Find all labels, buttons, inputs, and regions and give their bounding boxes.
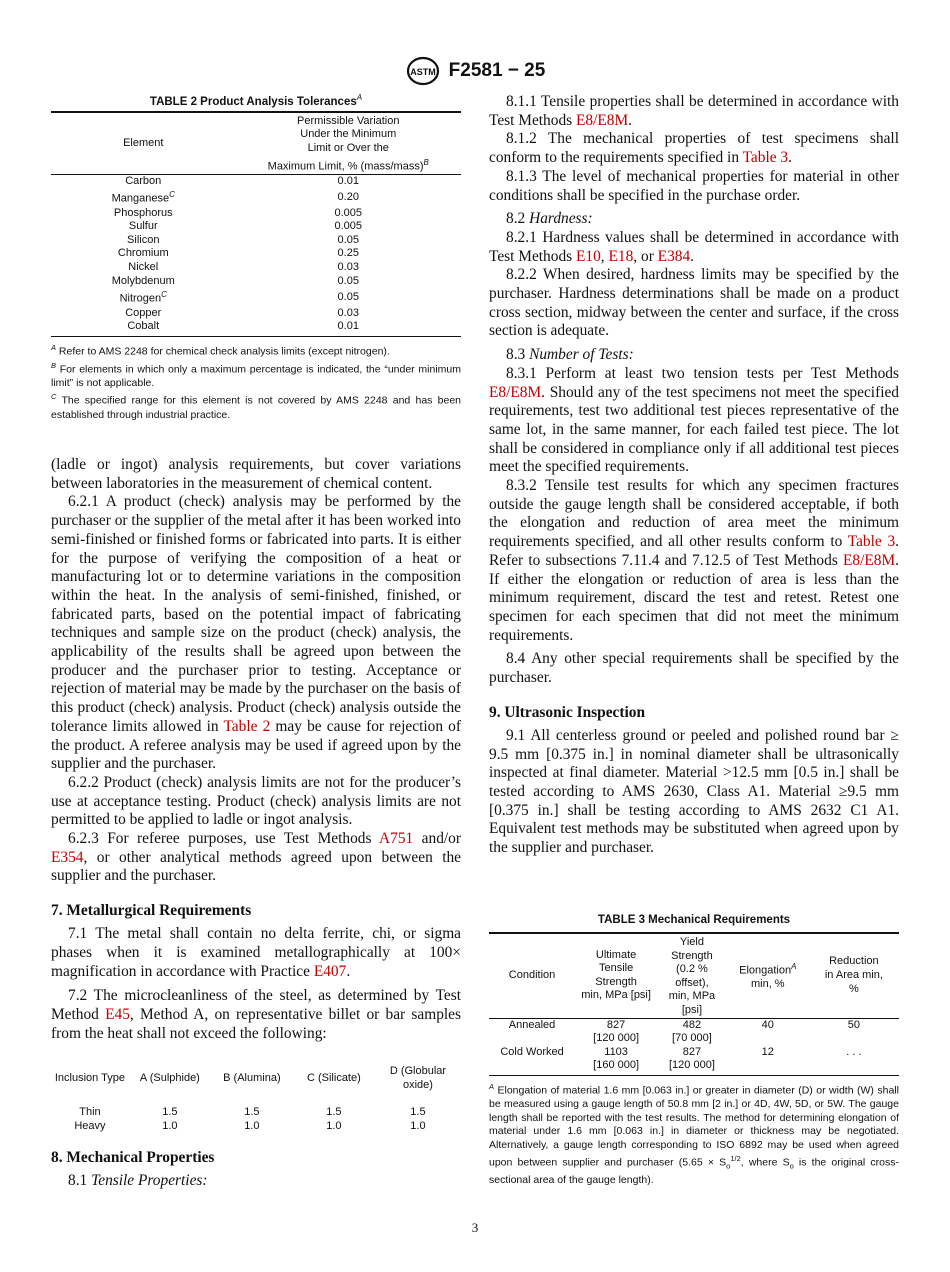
table-3-header-ys: Yield Strength (0.2 % offset), min, MPa [psi] bbox=[657, 933, 727, 1018]
paragraph-8-3-2: 8.3.2 Tensile test results for which any specimen fractures outside the gauge length shall be considered acceptable, if both the elongation and reduction of area meet the minimum requirements specified, and all other results conform to Table 3. Refer to subsections 7.11.4 and 7.12.5 of Test Methods E8/E8M. If either the elongation or reduction of area is less than the minimum requirement, discard the test and retest. Retest one specimen for each specimen that did not meet the minimum requirements. bbox=[489, 477, 900, 644]
link-e8-e8m[interactable]: E8/E8M bbox=[842, 551, 896, 569]
paragraph-6-2-1: 6.2.1 A product (check) analysis may be performed by the purchaser or the supplier of the metal after it has been worked into semi-finished or finished forms or fabricated into parts. It is either for the purpose of verifying the composition of a heat or manufacturing lot or to determine variations in the composition within the heat. In the analysis of semi-finished, finished, or fabricated parts, based on the potential impact of fabricating techniques and sample size on the product (check) analysis, the applicability of the results shall be agreed upon between the producer and the purchaser prior to testing. Acceptance or rejection of material may be made by the purchaser on the basis of this product (check) analysis. Product (check) analysis outside the tolerance limits allowed in Table 2 may be cause for rejection of the product. A referee analysis may be used if agreed upon by the supplier and the purchaser. bbox=[51, 493, 461, 773]
table-3-block bbox=[489, 914, 899, 1187]
table-row: Annealed 827 [120 000] 482 [70 000] 40 50 bbox=[508, 1018, 861, 1045]
table-2-footnote-c: $^C$ The specified range for this element is not covered by AMS 2248 and has been established through industrial practice. bbox=[51, 392, 461, 421]
link-e384[interactable]: E384 bbox=[657, 247, 691, 265]
table-2 bbox=[51, 111, 461, 334]
table-row: Thin 1.5 1.5 1.5 1.5 bbox=[79, 1106, 426, 1118]
paragraph-9-1: 9.1 All centerless ground or peeled and polished round bar ≥ 9.5 mm [0.375 in.] in nominal diameter shall be ultrasonically inspected at final diameter. Material >12.5 mm [0.5 in.] shall be tested according to AMS 2630, Class A1. Material ≥9.5 mm [0.375 in.] shall be testing according to AMS 2632 C1 A1. Equivalent test methods may be substituted when agreed upon by the supplier and purchaser. bbox=[489, 726, 899, 857]
table-row: Cobalt 0.01 bbox=[127, 320, 359, 333]
table-row: Silicon 0.05 bbox=[127, 233, 359, 246]
paragraph-8-2-1: 8.2.1 Hardness values shall be determined in accordance with Test Methods E10, E18, or E384. bbox=[489, 228, 899, 265]
link-e8-e8m[interactable]: E8/E8M bbox=[489, 383, 542, 401]
table-row: Heavy 1.0 1.0 1.0 1.0 bbox=[74, 1119, 426, 1132]
link-e8-e8m[interactable]: E8/E8M bbox=[576, 111, 629, 129]
table-row: Phosphorus 0.005 bbox=[113, 206, 363, 219]
paragraph-6-2-3: 6.2.3 For referee purposes, use Test Methods A751 and/or E354, or other analytical methods agreed upon between the supplier and the purchaser. bbox=[51, 830, 461, 885]
table-3-header-uts: Ultimate Tensile Strength min, MPa [psi] bbox=[575, 933, 657, 1018]
table-row: Molybdenum 0.05 bbox=[111, 274, 359, 287]
table-row: Chromium 0.25 bbox=[117, 247, 359, 260]
paragraph-8-3-1: 8.3.1 Perform at least two tension tests per Test Methods E8/E8M. Should any of the test specimens not meet the specified requirements, test two additional test pieces representative of the same lot, in the same manner, for each failed test piece. The lot shall be considered in compliance only if all additional test pieces meet the specified requirements. bbox=[489, 364, 899, 476]
paragraph-8-3: 8.3 Number of Tests: bbox=[506, 346, 634, 364]
paragraph-6-2-continued: (ladle or ingot) analysis requirements, but cover variations between laboratories in the measurement of chemical content. bbox=[51, 456, 461, 492]
link-a751[interactable]: A751 bbox=[379, 830, 414, 848]
table-row: Carbon 0.01 bbox=[125, 174, 359, 187]
table-2-footnote-a: $^A$ Refer to AMS 2248 for chemical check analysis limits (except nitrogen). bbox=[51, 342, 390, 358]
table-3 bbox=[489, 932, 899, 1073]
table-row: Nitrogen$^C$ 0.05 bbox=[119, 290, 359, 305]
inclusion-table-block bbox=[51, 1062, 461, 1133]
link-e45[interactable]: E45 bbox=[105, 1005, 130, 1023]
inclusion-header: Inclusion Type bbox=[54, 1072, 125, 1085]
table-3-header-elongation: Elongation$^A$ min, % bbox=[727, 933, 809, 1018]
paragraph-8-2: 8.2 Hardness: bbox=[506, 210, 593, 228]
table-3-caption: TABLE 3 Mechanical Requirements bbox=[597, 914, 791, 926]
link-table-2[interactable]: Table 2 bbox=[223, 717, 271, 735]
table-2-caption: TABLE 2 Product Analysis Tolerances$^A$ bbox=[149, 93, 363, 108]
table-3-footnote-a: $^A$ Elongation of material 1.6 mm [0.063 in.] or greater in diameter (D) or width (W) shall be measured using a gauge length of 50.8 mm [2 in.] or 4D, 4W, 5D, or 5W. The gauge length shall be reported with the test results. The method for determining elongation of material under 1.6 mm [0.063 in.] in diameter or thickness may be negotiated. Alternatively, a gauge length corresponding to ISO 6892 may be used when agreed upon between supplier and purchaser ($5.65 \times S_o^{1/2}$, where $S_o$ is the original cross-sectional area of the gauge length). bbox=[489, 1081, 899, 1186]
table-row: Copper 0.03 bbox=[125, 306, 359, 319]
page-header bbox=[0, 56, 950, 86]
inclusion-header: C (Silicate) bbox=[306, 1072, 361, 1085]
paragraph-8-4: 8.4 Any other special requirements shall be specified by the purchaser. bbox=[489, 650, 899, 687]
astm-logo-icon bbox=[405, 56, 441, 86]
paragraph-8-1: 8.1 Tensile Properties: bbox=[68, 1172, 208, 1189]
paragraph-8-2-2: 8.2.2 When desired, hardness limits may be specified by the purchaser. Hardness determinations shall be made on a product cross section, midway between the center and surface, if the cross section is adequate. bbox=[489, 266, 899, 340]
paragraph-7-1: 7.1 The metal shall contain no delta ferrite, chi, or sigma phases when it is examined metallographically at 100× magnification in accordance with Practice E407. bbox=[51, 925, 461, 980]
inclusion-header: B (Alumina) bbox=[223, 1072, 281, 1085]
right-body-text bbox=[489, 93, 899, 858]
table-row: Sulfur 0.005 bbox=[128, 220, 363, 233]
paragraph-8-1-1: 8.1.1 Tensile properties shall be determined in accordance with Test Methods E8/E8M. bbox=[489, 93, 899, 129]
table-2-header-variation: Permissible Variation Under the Minimum Limit or Over the Maximum Limit, % (mass/mass)$^B$ bbox=[236, 112, 462, 175]
table-3-header-condition: Condition bbox=[489, 933, 575, 1018]
inclusion-table bbox=[51, 1062, 461, 1133]
link-e354[interactable]: E354 bbox=[51, 848, 84, 866]
link-e10[interactable]: E10 bbox=[576, 247, 601, 265]
paragraph-6-2-2: 6.2.2 Product (check) analysis limits are not for the producer’s use at acceptance testing. Product (check) analysis limits are not permitted to be applied to ladle or ingot analysis. bbox=[51, 773, 461, 829]
paragraph-8-1-3: 8.1.3 The level of mechanical properties for material in other conditions shall be specified in the purchase order. bbox=[489, 167, 899, 204]
document-code: F2581 − 25 bbox=[448, 60, 546, 81]
inclusion-header: D (Globular oxide) bbox=[389, 1065, 447, 1091]
link-table-3[interactable]: Table 3 bbox=[847, 533, 896, 551]
table-2-footnote-b: $^B$ For elements in which only a maximum percentage is indicated, the “under minimum limit” is not applicable. bbox=[51, 360, 461, 389]
left-body-text bbox=[51, 456, 461, 1043]
section-9-heading: 9. Ultrasonic Inspection bbox=[489, 703, 646, 721]
section-7-heading: 7. Metallurgical Requirements bbox=[51, 902, 252, 920]
link-table-3[interactable]: Table 3 bbox=[742, 149, 789, 167]
paragraph-7-2: 7.2 The microcleanliness of the steel, as determined by Test Method E45, Method A, on representative billet or bar samples from the heat shall not exceed the following: bbox=[51, 987, 461, 1042]
table-2-header-element: Element bbox=[51, 112, 236, 175]
inclusion-header: A (Sulphide) bbox=[139, 1072, 200, 1085]
link-e18[interactable]: E18 bbox=[608, 247, 634, 265]
table-row: Cold Worked 1103 [160 000] 827 [120 000] 12 . . . bbox=[500, 1045, 862, 1072]
link-e407[interactable]: E407 bbox=[313, 962, 347, 980]
table-2-block bbox=[51, 93, 461, 422]
section-8-block bbox=[51, 1149, 461, 1191]
table-3-header-reduction: Reduction in Area min, % bbox=[809, 933, 899, 1018]
paragraph-8-1-2: 8.1.2 The mechanical properties of test specimens shall conform to the requirements specified in Table 3. bbox=[489, 130, 899, 167]
table-row: Nickel 0.03 bbox=[128, 261, 359, 274]
astm-logo-text: ASTM bbox=[409, 67, 436, 77]
page-number: 3 bbox=[471, 1220, 479, 1235]
table-row: Manganese$^C$ 0.20 bbox=[111, 190, 359, 206]
section-8-heading: 8. Mechanical Properties bbox=[51, 1149, 215, 1166]
